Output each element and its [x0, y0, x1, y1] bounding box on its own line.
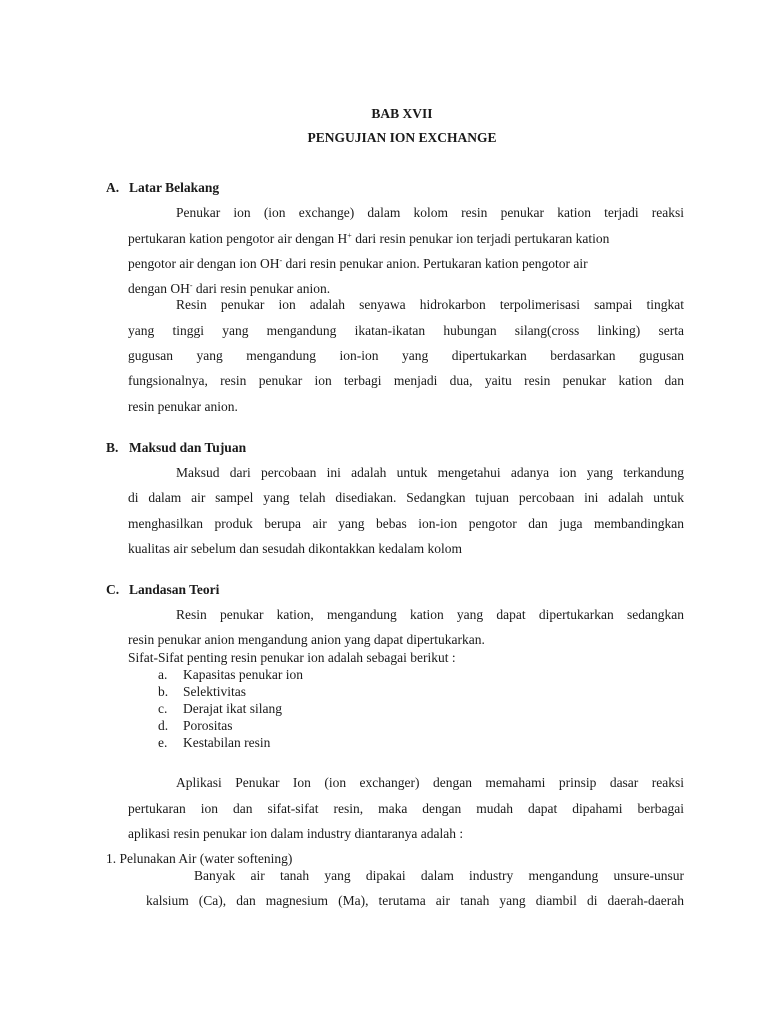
paragraph-line: resin penukar anion.: [128, 399, 238, 414]
list-item: e. Kestabilan resin: [158, 735, 271, 750]
paragraph-line: Maksud dari percobaan ini adalah untuk mengetahui adanya ion yang terkandung: [176, 465, 684, 480]
paragraph-line: gugusan yang mengandung ion-ion yang dipertukarkan berdasarkan gugusan: [128, 348, 684, 363]
properties-intro: Sifat-Sifat penting resin penukar ion adalah sebagai berikut :: [128, 650, 456, 665]
superscript: -: [189, 281, 193, 290]
superscript: -: [279, 256, 283, 265]
paragraph-line: fungsionalnya, resin penukar ion terbagi menjadi dua, yaitu resin penukar kation dan: [128, 373, 684, 388]
paragraph-line: resin penukar anion mengandung anion yang dapat dipertukarkan.: [128, 632, 485, 647]
paragraph-line: Resin penukar ion adalah senyawa hidrokarbon terpolimerisasi sampai tingkat: [176, 297, 684, 312]
paragraph-line: pengotor air dengan ion OH- dari resin penukar anion. Pertukaran kation pengotor air: [128, 256, 588, 271]
paragraph-line: Resin penukar kation, mengandung kation yang dapat dipertukarkan sedangkan: [176, 607, 684, 622]
list-item: d. Porositas: [158, 718, 233, 733]
paragraph-line: kalsium (Ca), dan magnesium (Ma), terutama air tanah yang diambil di daerah-daerah: [146, 893, 684, 908]
paragraph-line: Banyak air tanah yang dipakai dalam industry mengandung unsure-unsur: [194, 868, 684, 883]
paragraph-line: pertukaran kation pengotor air dengan H+ dari resin penukar ion terjadi pertukaran kation: [128, 231, 610, 246]
list-item: a. Kapasitas penukar ion: [158, 667, 303, 682]
list-item: c. Derajat ikat silang: [158, 701, 282, 716]
section-b-letter: B.: [106, 440, 119, 455]
paragraph-line: aplikasi resin penukar ion dalam industry diantaranya adalah :: [128, 826, 464, 841]
paragraph-line: dengan OH- dari resin penukar anion.: [128, 281, 331, 296]
section-a-letter: A.: [106, 180, 120, 195]
section-b-heading: [106, 440, 246, 456]
section-c-heading: [106, 582, 219, 598]
paragraph-line: menghasilkan produk berupa air yang bebas ion-ion pengotor dan juga membandingkan: [128, 516, 684, 531]
chapter-label: BAB XVII: [371, 106, 433, 121]
paragraph-line: di dalam air sampel yang telah disediakan. Sedangkan tujuan percobaan ini adalah untuk: [128, 490, 684, 505]
section-a-heading: [106, 180, 219, 196]
paragraph-line: pertukaran ion dan sifat-sifat resin, maka dengan mudah dapat dipahami berbagai: [128, 801, 684, 816]
paragraph-line: kualitas air sebelum dan sesudah dikontakkan kedalam kolom: [128, 541, 463, 556]
section-a-title: Latar Belakang: [129, 180, 220, 195]
section-b-title: Maksud dan Tujuan: [129, 440, 247, 455]
section-c-letter: C.: [106, 582, 120, 597]
paragraph-line: yang tinggi yang mengandung ikatan-ikatan hubungan silang(cross linking) serta: [128, 323, 684, 338]
paragraph-line: Penukar ion (ion exchange) dalam kolom resin penukar kation terjadi reaksi: [176, 205, 684, 220]
numbered-item-heading: 1. Pelunakan Air (water softening): [106, 851, 293, 866]
paragraph-line: Aplikasi Penukar Ion (ion exchanger) dengan memahami prinsip dasar reaksi: [176, 775, 684, 790]
chapter-title: PENGUJIAN ION EXCHANGE: [307, 130, 497, 145]
list-item: b. Selektivitas: [158, 684, 246, 699]
section-c-title: Landasan Teori: [129, 582, 220, 597]
superscript: +: [347, 231, 352, 240]
